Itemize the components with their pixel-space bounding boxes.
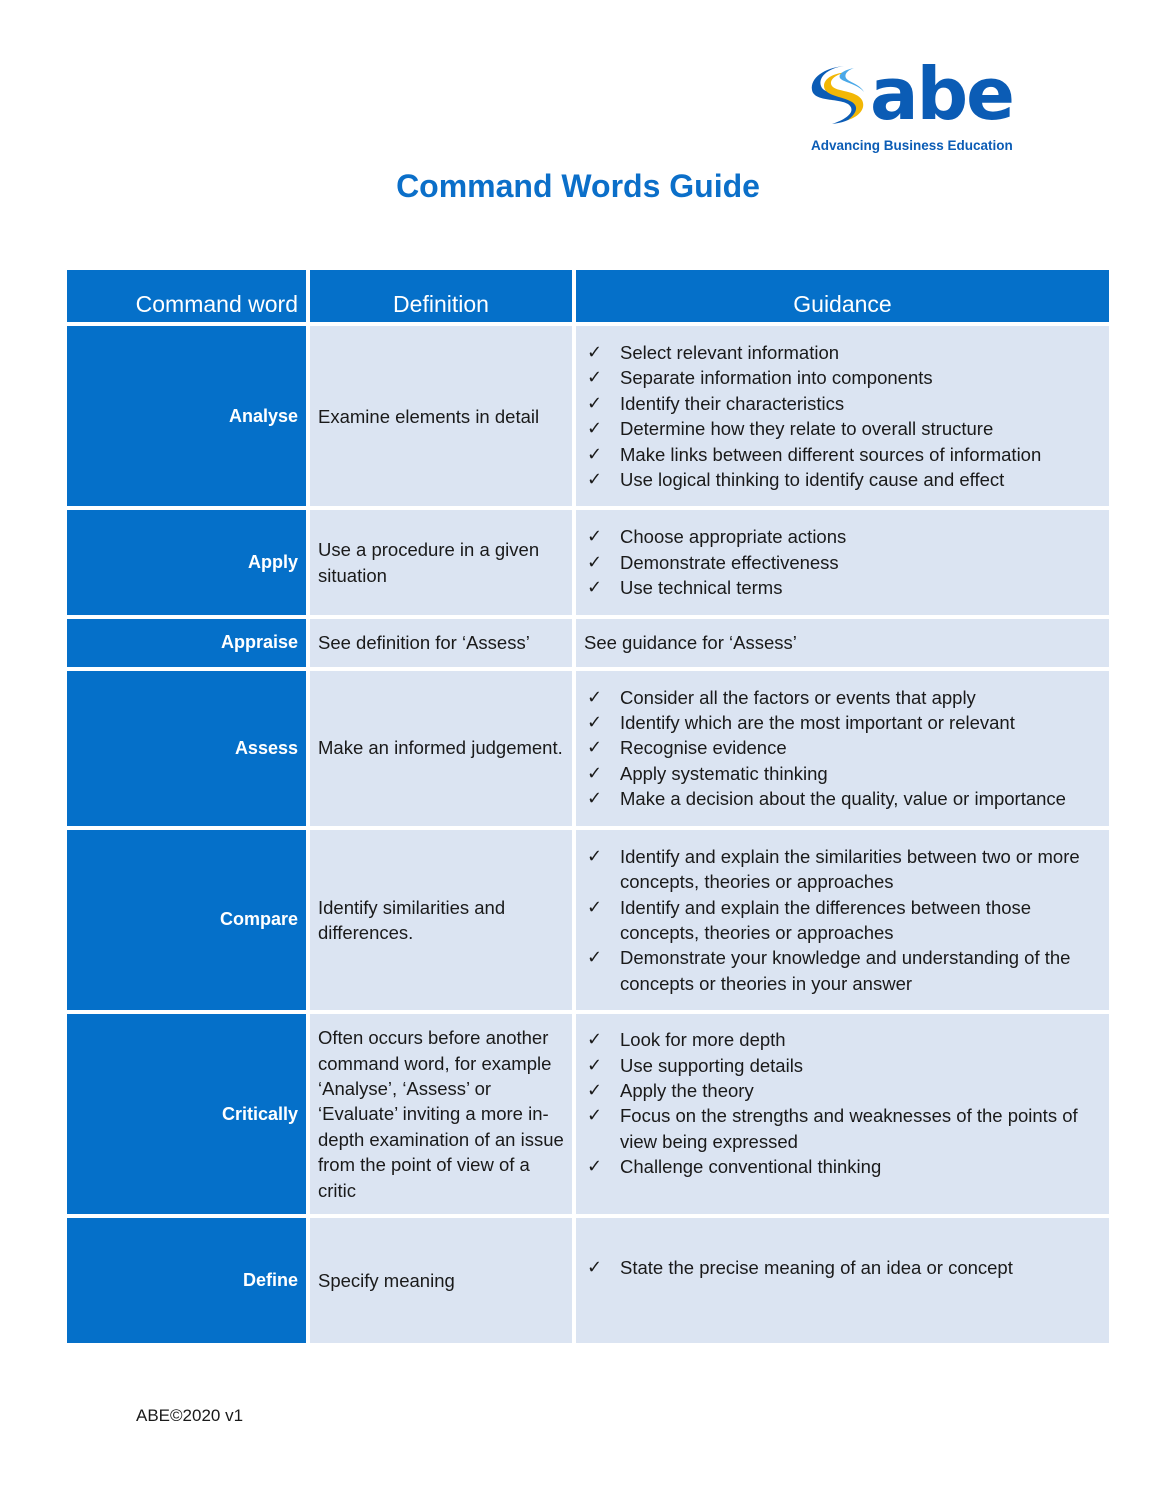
definition-cell: Make an informed judgement. bbox=[310, 671, 572, 826]
guidance-item bbox=[584, 1053, 1101, 1078]
guidance-item-text: Make a decision about the quality, value or importance bbox=[620, 788, 1066, 810]
footer-copyright: ABE©2020 v1 bbox=[136, 1406, 244, 1425]
check-icon: ✓ bbox=[587, 418, 603, 439]
guidance-list bbox=[584, 685, 1101, 812]
guidance-item-text: Use technical terms bbox=[620, 577, 783, 599]
check-icon: ✓ bbox=[587, 1029, 603, 1050]
check-icon: ✓ bbox=[587, 1054, 603, 1075]
guidance-item-text: Select relevant information bbox=[620, 342, 840, 363]
table-row-define bbox=[67, 1218, 1109, 1343]
guidance-item-text: Separate information into components bbox=[620, 367, 933, 389]
guidance-cell bbox=[576, 1218, 1109, 1343]
abe-logo bbox=[808, 52, 1030, 158]
check-icon: ✓ bbox=[587, 947, 603, 968]
definition-cell: Identify similarities and differences. bbox=[310, 830, 572, 1010]
table-row-analyse bbox=[67, 326, 1109, 506]
guidance-item-text: Apply the theory bbox=[620, 1079, 754, 1101]
guidance-list bbox=[584, 1255, 1101, 1280]
check-icon: ✓ bbox=[587, 1105, 603, 1126]
table-header-row bbox=[67, 270, 1109, 322]
command-word-cell: Analyse bbox=[67, 326, 306, 506]
guidance-item-text: Identify their characteristics bbox=[620, 392, 845, 414]
check-icon: ✓ bbox=[587, 551, 603, 572]
guidance-item bbox=[584, 710, 1101, 735]
check-icon: ✓ bbox=[587, 845, 603, 866]
check-icon: ✓ bbox=[587, 712, 603, 733]
guidance-item-text: Use supporting details bbox=[620, 1054, 804, 1076]
definition-cell: Often occurs before another command word, for example ‘Analyse’, ‘Assess’ or ‘Evaluate’ inviting a more in-depth examination of an issue from the point of view of a critic bbox=[310, 1014, 572, 1214]
guidance-item bbox=[584, 416, 1101, 441]
guidance-item bbox=[584, 735, 1101, 760]
guidance-item-text: Demonstrate effectiveness bbox=[620, 551, 839, 573]
command-word-cell: Apply bbox=[67, 510, 306, 614]
logo-tagline: Advancing Business Education bbox=[811, 138, 1013, 153]
command-word-cell: Define bbox=[67, 1218, 306, 1343]
guidance-cell bbox=[576, 830, 1109, 1010]
guidance-cell bbox=[576, 326, 1109, 506]
definition-cell: Specify meaning bbox=[310, 1218, 572, 1343]
guidance-item bbox=[584, 1027, 1101, 1052]
guidance-item bbox=[584, 685, 1101, 710]
guidance-item bbox=[584, 550, 1101, 575]
guidance-item bbox=[584, 1255, 1101, 1280]
guidance-item bbox=[584, 365, 1101, 390]
guidance-item-text: Demonstrate your knowledge and understanding of the concepts or theories in your answer bbox=[620, 947, 1071, 994]
guidance-item bbox=[584, 340, 1101, 365]
guidance-item-text: Challenge conventional thinking bbox=[620, 1156, 882, 1178]
guidance-item-text: Use logical thinking to identify cause and effect bbox=[620, 469, 1005, 491]
table-row-apply bbox=[67, 510, 1109, 614]
guidance-list bbox=[584, 1027, 1101, 1179]
command-word-cell: Critically bbox=[67, 1014, 306, 1214]
check-icon: ✓ bbox=[587, 1156, 603, 1177]
guidance-list bbox=[584, 844, 1101, 996]
logo-wordmark: abe bbox=[870, 52, 1013, 136]
command-word-cell: Compare bbox=[67, 830, 306, 1010]
check-icon: ✓ bbox=[587, 342, 603, 362]
definition-cell: Use a procedure in a given situation bbox=[310, 510, 572, 614]
table-row-compare bbox=[67, 830, 1109, 1010]
guidance-list bbox=[584, 524, 1101, 600]
check-icon: ✓ bbox=[587, 737, 603, 758]
check-icon: ✓ bbox=[587, 367, 603, 388]
guidance-cell: See guidance for ‘Assess’ bbox=[576, 619, 1109, 667]
command-word-cell: Appraise bbox=[67, 619, 306, 667]
header-guidance: Guidance bbox=[576, 270, 1109, 322]
guidance-item bbox=[584, 895, 1101, 946]
guidance-cell bbox=[576, 1014, 1109, 1214]
table-row-assess bbox=[67, 671, 1109, 826]
guidance-item-text: Make links between different sources of information bbox=[620, 443, 1042, 465]
check-icon: ✓ bbox=[587, 1079, 603, 1100]
definition-cell: See definition for ‘Assess’ bbox=[310, 619, 572, 667]
definition-cell: Examine elements in detail bbox=[310, 326, 572, 506]
guidance-item-text: Recognise evidence bbox=[620, 737, 787, 759]
check-icon: ✓ bbox=[587, 896, 603, 917]
guidance-item bbox=[584, 442, 1101, 467]
table-row-critically bbox=[67, 1014, 1109, 1214]
check-icon: ✓ bbox=[587, 443, 603, 464]
guidance-cell bbox=[576, 510, 1109, 614]
guidance-item-text: Identify which are the most important or relevant bbox=[620, 712, 1015, 734]
guidance-item-text: Look for more depth bbox=[620, 1029, 786, 1051]
guidance-item bbox=[584, 391, 1101, 416]
header-command-word: Command word bbox=[67, 270, 306, 322]
table-row-appraise bbox=[67, 619, 1109, 667]
guidance-list bbox=[584, 340, 1101, 492]
command-words-table bbox=[63, 266, 1113, 1347]
guidance-cell bbox=[576, 671, 1109, 826]
check-icon: ✓ bbox=[587, 392, 603, 413]
guidance-item-text: Identify and explain the differences between those concepts, theories or approaches bbox=[620, 896, 1032, 943]
guidance-item bbox=[584, 945, 1101, 996]
page-title: Command Words Guide bbox=[396, 168, 760, 204]
guidance-item bbox=[584, 786, 1101, 811]
guidance-item-text: Consider all the factors or events that apply bbox=[620, 686, 976, 708]
guidance-item-text: Choose appropriate actions bbox=[620, 526, 847, 548]
check-icon: ✓ bbox=[587, 577, 603, 598]
guidance-item-text: Identify and explain the similarities between two or more concepts, theories or approaches bbox=[620, 845, 1080, 893]
check-icon: ✓ bbox=[587, 1257, 603, 1278]
guidance-item bbox=[584, 524, 1101, 549]
guidance-item bbox=[584, 761, 1101, 786]
guidance-item bbox=[584, 1103, 1101, 1154]
abe-swirl-logo-mark bbox=[808, 62, 870, 126]
check-icon: ✓ bbox=[587, 762, 603, 783]
check-icon: ✓ bbox=[587, 686, 603, 707]
check-icon: ✓ bbox=[587, 469, 603, 490]
guidance-item-text: State the precise meaning of an idea or concept bbox=[620, 1257, 1013, 1279]
check-icon: ✓ bbox=[587, 788, 603, 809]
guidance-item-text: Apply systematic thinking bbox=[620, 762, 828, 784]
guidance-item-text: Focus on the strengths and weaknesses of the points of view being expressed bbox=[620, 1105, 1078, 1152]
guidance-item bbox=[584, 467, 1101, 492]
check-icon: ✓ bbox=[587, 526, 603, 547]
guidance-item bbox=[584, 1154, 1101, 1179]
guidance-item bbox=[584, 1078, 1101, 1103]
guidance-item bbox=[584, 575, 1101, 600]
guidance-item-text: Determine how they relate to overall structure bbox=[620, 418, 994, 440]
command-word-cell: Assess bbox=[67, 671, 306, 826]
header-definition: Definition bbox=[310, 270, 572, 322]
guidance-item bbox=[584, 844, 1101, 895]
